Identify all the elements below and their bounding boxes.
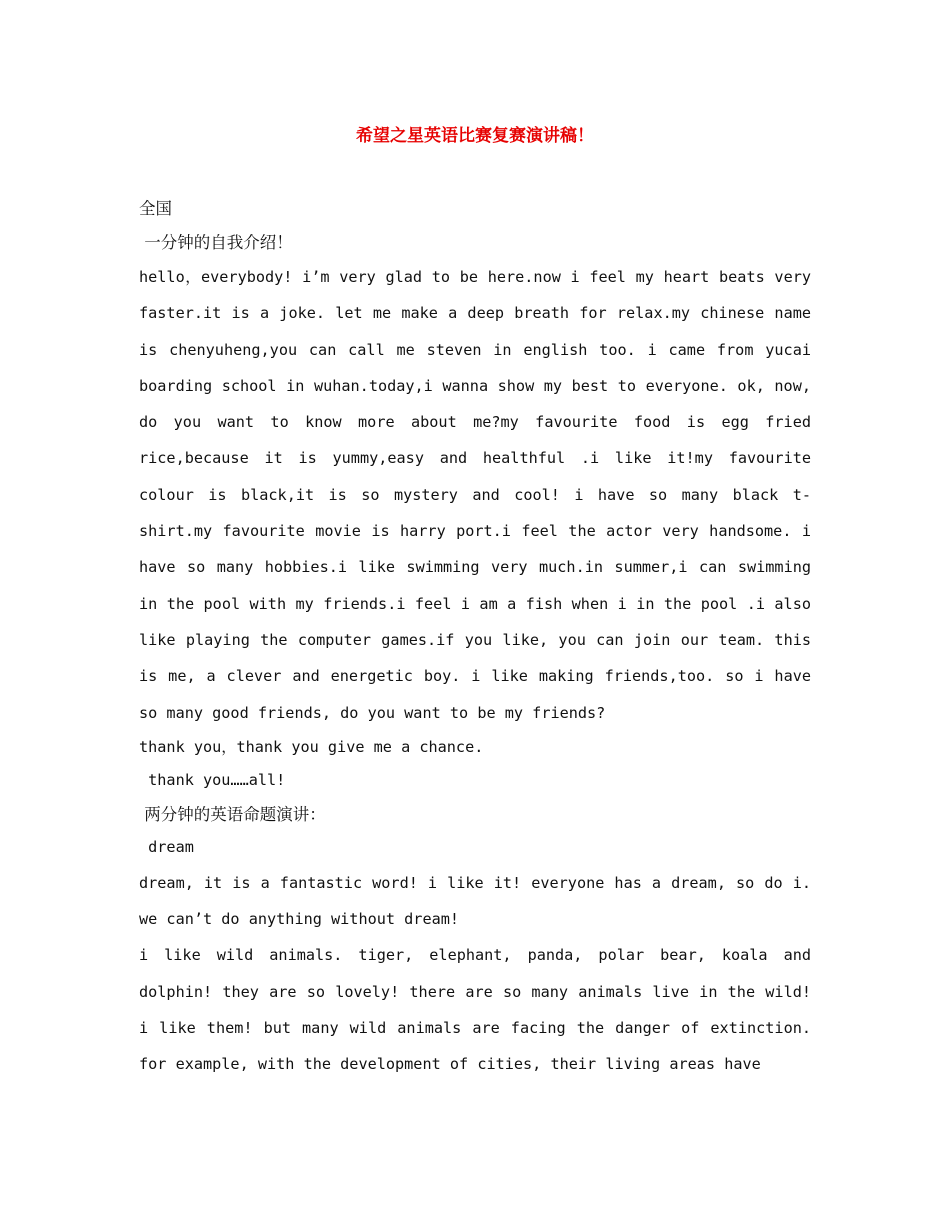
document-title: 希望之星英语比赛复赛演讲稿！ <box>356 126 594 146</box>
thanks-line: thank you，thank you give me a chance. <box>139 737 484 756</box>
section-2-paragraph-2: i like wild animals. tiger, elephant, panda, polar bear, koala and dolphin! they are so lovely! there are so many animals live in the wild! i like them! but many wild animals are facing the danger of extinction. for example, with the development of cities, their living areas have <box>139 946 811 1074</box>
section-2-topic: dream <box>139 838 194 857</box>
section-2-title: 两分钟的英语命题演讲： <box>139 804 326 824</box>
thanks-all-line: thank you……all! <box>139 771 286 790</box>
section-1-title: 一分钟的自我介绍！ <box>139 232 293 252</box>
section-1-paragraph: hello，everybody! i’m very glad to be here.now i feel my heart beats very faster.it is a joke. let me make a deep breath for relax.my chinese name is chenyuheng,you can call me steven in english too. i came from yucai boarding school in wuhan.today,i wanna show my best to everyone. ok, now, do you want to know more about me?my favourite food is egg fried rice,because it is yummy,easy and healthful .i like it!my favourite colour is black,it is so mystery and cool! i have so many black t-shirt.my favourite movie is harry port.i feel the actor very handsome. i have so many hobbies.i like swimming very much.in summer,i can swimming in the pool with my friends.i feel i am a fish when i in the pool .i also like playing the computer games.if you like, you can join our team. this is me, a clever and energetic boy. i like making friends,too. so i have so many good friends, do you want to be my friends? <box>139 268 811 722</box>
section-2-paragraph-1: dream, it is a fantastic word! i like it! everyone has a dream, so do i. we can’t do anything without dream! <box>139 873 811 929</box>
heading-national: 全国 <box>139 199 172 218</box>
document-body <box>139 192 811 1083</box>
